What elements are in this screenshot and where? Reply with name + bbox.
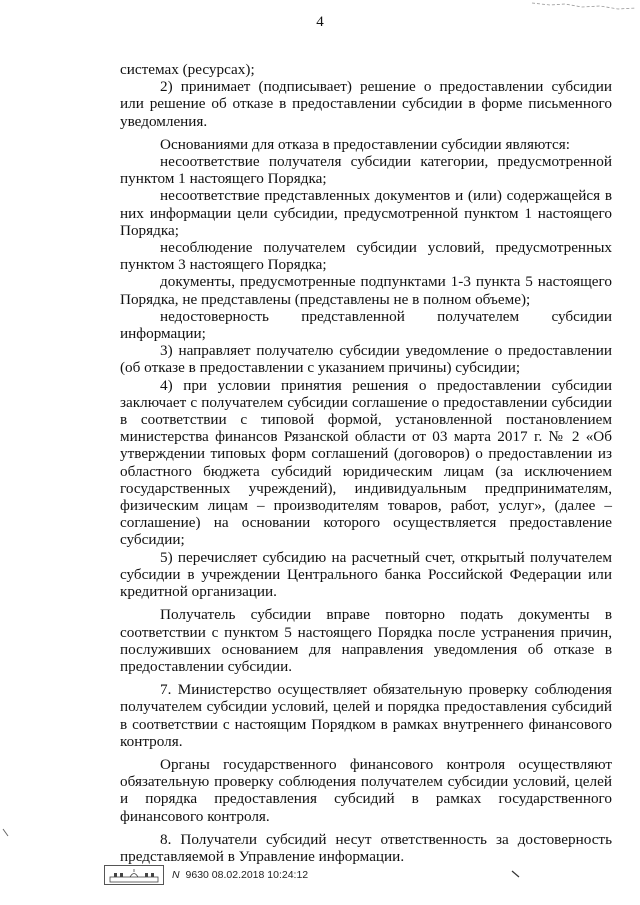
- body-paragraph: несоответствие получателя субсидии категории, предусмотренной пунктом 1 настоящего Порядка;: [120, 153, 612, 188]
- body-paragraph: несоблюдение получателем субсидии условий, предусмотренных пунктом 3 настоящего Порядка;: [120, 239, 612, 274]
- scan-noise: [530, 0, 640, 14]
- body-paragraph: несоответствие представленных документов и (или) содержащейся в них информации цели субсидии, предусмотренной пунктом 1 настоящего Порядка;: [120, 187, 612, 239]
- body-paragraph: Получатель субсидии вправе повторно подать документы в соответствии с пунктом 5 настоящего Порядка после устранения причин, послуживших основанием для направления уведомления об отказе в предоставлении субсидии.: [120, 606, 612, 675]
- body-paragraph: 3) направляет получателю субсидии уведомление о предоставлении (об отказе в предоставлении с указанием причины) субсидии;: [120, 342, 612, 377]
- scan-tick-mark: [510, 868, 522, 880]
- body-paragraph: 2) принимает (подписывает) решение о предоставлении субсидии или решение об отказе в предоставлении субсидии в форме письменного уведомления.: [120, 78, 612, 130]
- body-paragraph: недостоверность представленной получателем субсидии информации;: [120, 307, 612, 343]
- registration-timestamp: 08.02.2018 10:24:12: [211, 869, 309, 881]
- body-paragraph: 7. Министерство осуществляет обязательную проверку соблюдения получателем субсидии условий, целей и порядка предоставления субсидий в соответствии с настоящим Порядком в рамках внутреннего финансового контроля.: [120, 681, 612, 750]
- registry-logo: [104, 865, 164, 885]
- body-paragraph: 5) перечисляет субсидию на расчетный счет, открытый получателем субсидии в учреждении Центрального банка Российской Федерации или кредитной организации.: [120, 548, 612, 601]
- scan-edge-mark: [2, 828, 10, 838]
- body-paragraph: Органы государственного финансового контроля осуществляют обязательную проверку соблюдения получателем субсидии условий, целей и порядка предоставления субсидий в рамках государственного финансового контроля.: [120, 755, 612, 825]
- number-mark: N: [172, 869, 180, 881]
- document-registration: [172, 869, 308, 881]
- body-paragraph: документы, предусмотренные подпунктами 1-3 пункта 5 настоящего Порядка, не представлены (представлены не в полном объеме);: [120, 273, 612, 308]
- registration-number: 9630: [185, 869, 209, 881]
- body-paragraph: 4) при условии принятия решения о предоставлении субсидии заключает с получателем субсидии соглашение о предоставлении субсидии в соответствии с типовой формой, установленной постановлением министерства финансов Рязанской области от 03 марта 2017 г. № 2 «Об утверждении типовых форм соглашений (договоров) о предоставлении из областного бюджета субсидий юридическим лицам (за исключением государственных учреждений), индивидуальным предпринимателям, физическим лицам – производителям товаров, работ, услуг», (далее – соглашение) на основании которого осуществляется предоставление субсидии;: [120, 376, 612, 549]
- document-footer: [104, 864, 308, 886]
- body-paragraph: системах (ресурсах);: [120, 61, 255, 78]
- body-paragraph: Основаниями для отказа в предоставлении субсидии являются:: [160, 135, 570, 153]
- document-body: [120, 61, 612, 865]
- page-number: 4: [316, 14, 324, 30]
- body-paragraph: 8. Получатели субсидий несут ответственность за достоверность представляемой в Управление информации.: [120, 830, 612, 865]
